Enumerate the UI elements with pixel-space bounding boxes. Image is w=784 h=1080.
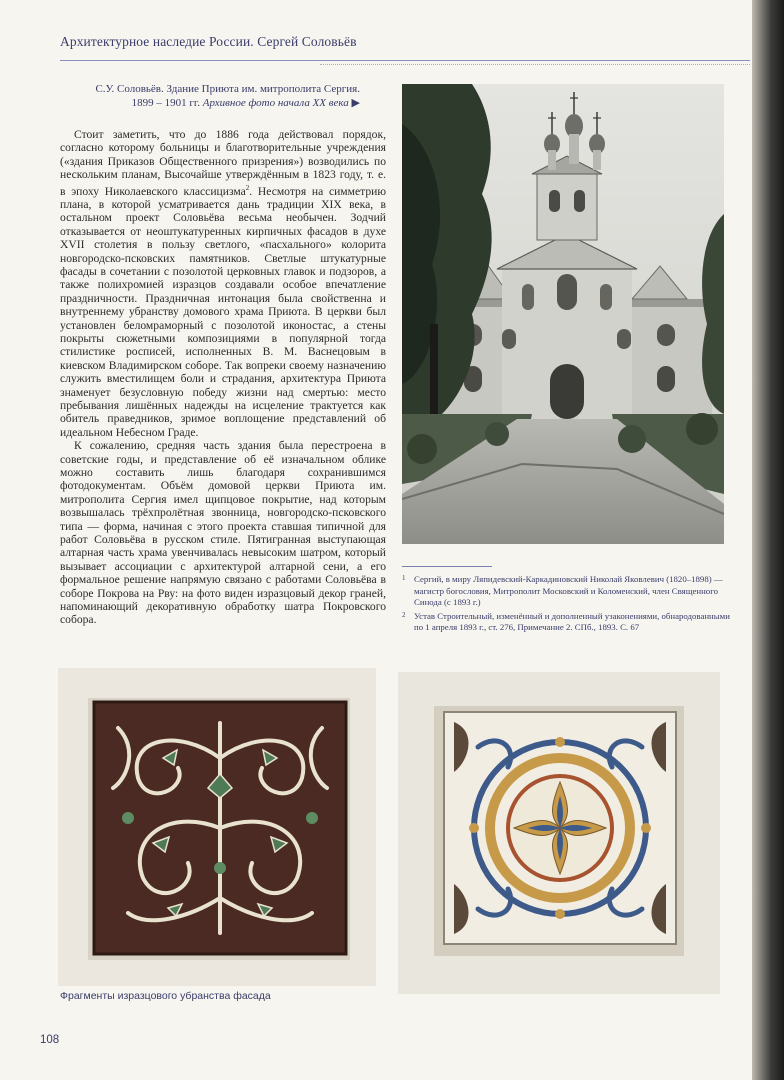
- footnote-1-number: 1: [402, 574, 406, 582]
- footnotes: [402, 574, 732, 636]
- photo-caption-source: Архивное фото начала XX века: [202, 97, 349, 109]
- page-number: 108: [40, 1034, 60, 1046]
- arrow-right-icon: ▶: [351, 97, 360, 109]
- footnote-rule: [402, 566, 492, 567]
- paragraph-1-tail: . Несмотря на симметрию плана, в которой усматривается дань традиции XIX века, в остальном проект Соловьёва весьма необычен. Зодчий отказывается от неоштукатуренных кирпичных фасадов в духе XVII столетия в пользу светлого, «пасхального» колорита новгородско-псковских памятников. Светлые штукатурные фасады в сочетании с позолотой церковных главок и подзоров, а также полихромией изразцов создавали особое впечатление праздничности. Праздничная интонация была свойственна и внутреннему убранству домового храма Приюта. В церкви был установлен беломраморный с позолотой иконостас, а стены покрыты сюжетными композициями в популярной тогда стилистике росписей, исполненных В. М. Васнецовым в киевском Владимирском соборе. Так вопреки своему назначению служить вместилищем боли и страдания, архитектура Приюта знаменует безусловную победу жизни над смертью: место пребывания лишённых надежды на исцеление трактуется как обитель праведников, зримое воплощение представлений об идеальном Небесном Граде.: [60, 184, 386, 439]
- tiles-caption: Фрагменты изразцового убранства фасада: [60, 990, 271, 1002]
- footnote-1: [402, 574, 732, 609]
- footnote-1-text: Сергий, в миру Ляпидевский-Каркадиновский Николай Яковлевич (1820–1898) — магистр богословия, Митрополит Московский и Коломенский, член Священного Синода (с 1893 г.): [414, 574, 723, 608]
- paragraph-1-text: Стоит заметить, что до 1886 года действовал порядок, согласно которому больницы и благотворительные учреждения («здания Приказов Общественного призрения») возводились по нескольким планам, Высочайше утверждённым в 1823 году, т. е. в эпоху Николаевского классицизма: [60, 128, 386, 198]
- photo-caption-line2: [60, 96, 360, 110]
- footnote-ref-2: 2: [245, 183, 250, 192]
- church-photo-image: [402, 84, 724, 544]
- church-photo: [402, 84, 724, 544]
- paragraph-1: [60, 128, 386, 439]
- tile-photo-left: [58, 668, 376, 986]
- running-head: Архитектурное наследие России. Сергей Соловьёв: [60, 34, 357, 49]
- paragraph-2: К сожалению, средняя часть здания была перестроена в советские годы, и представление об её изначальном облике можно составить лишь благодаря сохранившимся фотодокументам. Объём домовой церкви Приюта им. митрополита Сергия имел щипцовое покрытие, над которым возвышалась трёхпролётная звонница, новгородско-псковского типа — форма, начиная с этого проекта ставшая типичной для работ Соловьёва в русском стиле. Пятигранная выступающая алтарная часть храма увенчивалась невысоким шатром, который вызывает ассоциации с архитектурой алтарной сени, а его формальное решение напрямую связано с работами Соловьёва в соборе Покрова на Рву: на фото виден изразцовый декор граней, напоминающий декоративную обработку шатра Покровского собора.: [60, 439, 386, 627]
- header-rule: [60, 60, 750, 61]
- book-page-edge: [752, 0, 784, 1080]
- footnote-2: [402, 611, 732, 634]
- photo-caption: [60, 82, 360, 110]
- header-dotted-rule: [320, 64, 750, 65]
- photo-caption-line1: С.У. Соловьёв. Здание Приюта им. митрополита Сергия.: [95, 83, 360, 95]
- footnote-2-text: Устав Строительный, изменённый и дополненный узаконениями, обнародованными по 1 апреля 1893 г., ст. 276, Примечание 2. СПб., 1893. С. 67: [414, 610, 730, 633]
- footnote-2-number: 2: [402, 610, 406, 619]
- photo-caption-dates: 1899 – 1901 гг.: [131, 97, 203, 109]
- tile-right-image: [398, 672, 720, 994]
- tile-left-image: [58, 668, 376, 986]
- tile-photo-right: [398, 672, 720, 994]
- body-text: [60, 128, 386, 627]
